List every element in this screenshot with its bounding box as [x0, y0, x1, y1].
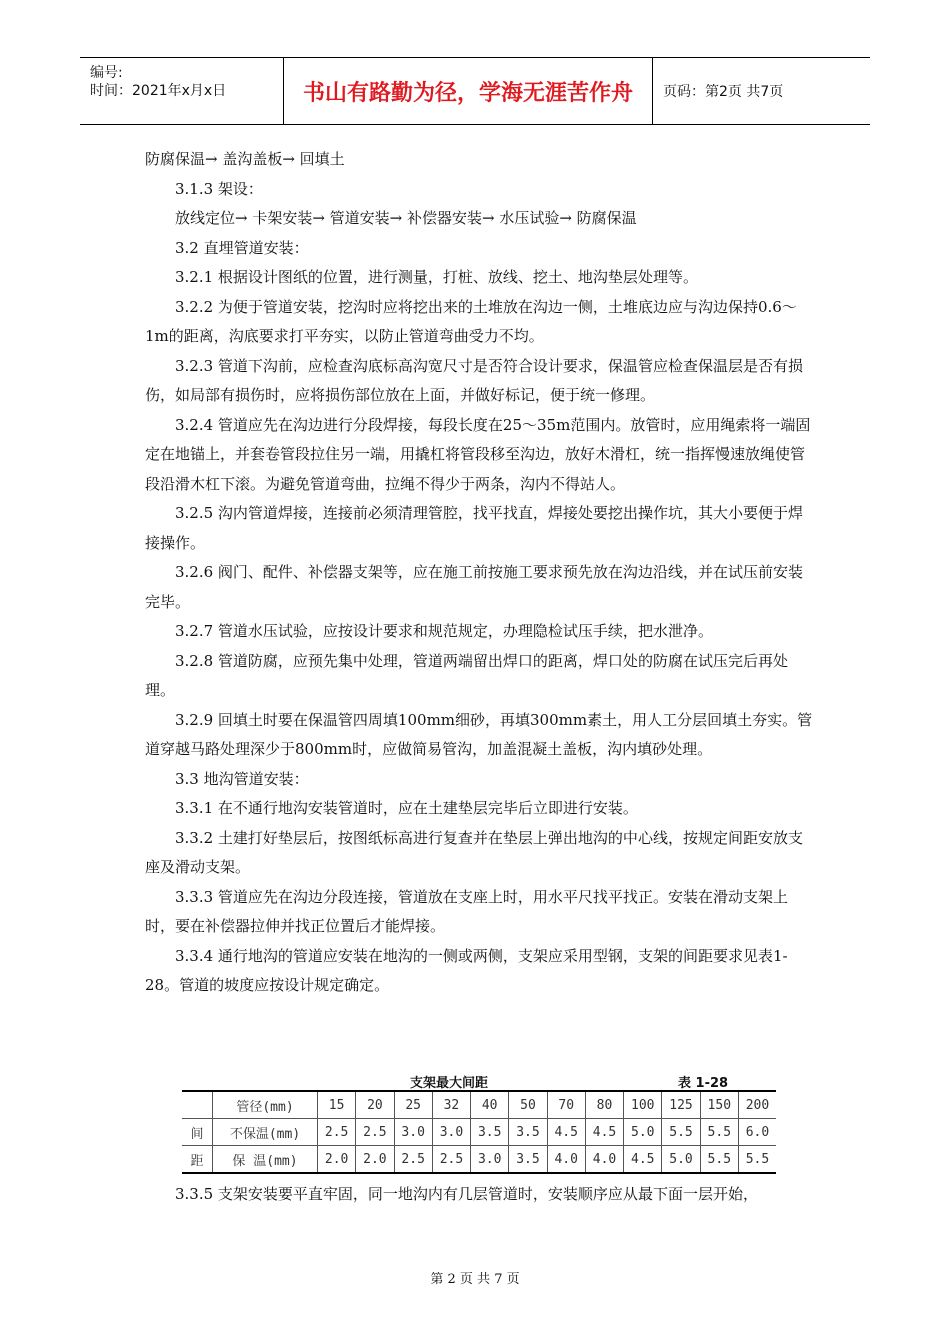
paragraph: 放线定位→ 卡架安装→ 管道安装→ 补偿器安装→ 水压试验→ 防腐保温: [175, 209, 637, 227]
table-header-label: 管径(mm): [213, 1091, 318, 1119]
table-number: 表 1-28: [678, 1076, 729, 1091]
paragraph: 3.2.1 根据设计图纸的位置，进行测量，打桩、放线、挖土、地沟垫层处理等。: [175, 268, 698, 286]
table-corner-cell: [182, 1091, 213, 1119]
table-cell: 5.5: [738, 1146, 776, 1174]
paragraph: 3.2.8 管道防腐，应预先集中处理，管道两端留出焊口的距离，焊口处的防腐在试压完后再处理。: [145, 651, 788, 699]
table-cell: 6.0: [738, 1119, 776, 1146]
table-header-row: [182, 1091, 776, 1119]
paragraph: 3.2 直埋管道安装：: [175, 238, 309, 257]
page-header: [80, 57, 870, 125]
document-body: [145, 145, 815, 1001]
table-header-cell: 15: [318, 1091, 356, 1119]
paragraph: 3.2.3 管道下沟前，应检查沟底标高沟宽尺寸是否符合设计要求，保温管应检查保温层是否有损伤，如局部有损伤时，应将损伤部位放在上面，并做好标记，便于统一修理。: [145, 356, 803, 404]
page-footer: 第 2 页 共 7 页: [430, 1272, 520, 1287]
paragraph: 3.3.5 支架安装要平直牢固，同一地沟内有几层管道时，安装顺序应从最下面一层开始，: [175, 1185, 758, 1203]
table-cell: 4.0: [585, 1146, 623, 1174]
table-row: [182, 1146, 776, 1174]
paragraph-list: [145, 145, 815, 1001]
header-page-number: 页码：第2页 共7页: [663, 84, 784, 100]
paragraph: 3.3.4 通行地沟的管道应安装在地沟的一侧或两侧，支架应采用型钢，支架的间距要求见表1-28。管道的坡度应按设计规定确定。: [145, 946, 788, 994]
table-cell: 4.5: [585, 1119, 623, 1146]
table-header-cell: 25: [394, 1091, 432, 1119]
table-caption: [182, 1070, 776, 1090]
table-cell: 2.5: [394, 1146, 432, 1174]
table-cell: 2.5: [432, 1146, 470, 1174]
table-cell: 3.0: [394, 1119, 432, 1146]
after-table-text: [145, 1180, 815, 1210]
paragraph: 防腐保温→ 盖沟盖板→ 回填土: [145, 150, 345, 168]
document-time-label: 时间：2021年x月x日: [90, 83, 227, 99]
paragraph: 3.3 地沟管道安装：: [175, 769, 309, 788]
support-spacing-table: [175, 1070, 776, 1204]
table-header-cell: 100: [624, 1091, 662, 1119]
table-header-cell: 70: [547, 1091, 585, 1119]
table-cell: 3.0: [471, 1146, 509, 1174]
table-cell: 4.0: [547, 1146, 585, 1174]
document-number-label: 编号:: [90, 65, 123, 81]
table-header-cell: 200: [738, 1091, 776, 1119]
table-header-cell: 50: [509, 1091, 547, 1119]
table-row-label: 保 温(mm): [213, 1146, 318, 1174]
table-header-cell: 125: [662, 1091, 700, 1119]
table-cell: 5.0: [662, 1146, 700, 1174]
table-cell: 3.0: [432, 1119, 470, 1146]
table-side-label: 距: [182, 1146, 213, 1174]
table-cell: 2.5: [318, 1119, 356, 1146]
table-cell: 4.5: [624, 1146, 662, 1174]
paragraph: 3.2.4 管道应先在沟边进行分段焊接，每段长度在25～35m范围内。放管时，应用绳索将一端固定在地锚上，并套卷管段拉住另一端，用撬杠将管段移至沟边，放好木滑杠，统一指挥慢速放绳使管段沿滑木杠下滚。为避免管道弯曲，拉绳不得少于两条，沟内不得站人。: [145, 415, 811, 493]
paragraph: 3.2.9 回填土时要在保温管四周填100mm细砂，再填300mm素土，用人工分层回填土夯实。管道穿越马路处理深少于800mm时，应做简易管沟，加盖混凝土盖板，沟内填砂处理。: [145, 710, 813, 758]
paragraph: 3.2.5 沟内管道焊接，连接前必须清理管腔，找平找直，焊接处要挖出操作坑，其大小要便于焊接操作。: [145, 504, 803, 552]
paragraph: 3.3.3 管道应先在沟边分段连接，管道放在支座上时，用水平尺找平找正。安装在滑动支架上时，要在补偿器拉伸并找正位置后才能焊接。: [145, 887, 788, 935]
paragraph: 3.2.7 管道水压试验，应按设计要求和规范规定，办理隐检试压手续，把水泄净。: [175, 622, 713, 640]
paragraph: 3.3.1 在不通行地沟安装管道时，应在土建垫层完毕后立即进行安装。: [175, 799, 638, 817]
table-header-cell: 150: [700, 1091, 738, 1119]
header-motto: 书山有路勤为径，学海无涯苦作舟: [283, 58, 653, 124]
table-cell: 4.5: [547, 1119, 585, 1146]
table-cell: 3.5: [509, 1119, 547, 1146]
paragraph: 3.2.2 为便于管道安装，挖沟时应将挖出来的土堆放在沟边一侧，土堆底边应与沟边保持0.6～1m的距离，沟底要求打平夯实，以防止管道弯曲受力不均。: [145, 297, 797, 345]
table-cell: 5.0: [624, 1119, 662, 1146]
table-side-label: 间: [182, 1119, 213, 1146]
table-cell: 3.5: [509, 1146, 547, 1174]
data-table: [182, 1090, 776, 1174]
table-header-cell: 80: [585, 1091, 623, 1119]
table-header-cell: 40: [471, 1091, 509, 1119]
table-header-cell: 32: [432, 1091, 470, 1119]
paragraph: 3.1.3 架设：: [175, 179, 263, 198]
table-cell: 2.5: [356, 1119, 394, 1146]
table-cell: 2.0: [318, 1146, 356, 1174]
table-row-label: 不保温(mm): [213, 1119, 318, 1146]
table-cell: 5.5: [700, 1119, 738, 1146]
table-title: 支架最大间距: [410, 1076, 489, 1091]
paragraph: 3.2.6 阀门、配件、补偿器支架等，应在施工前按施工要求预先放在沟边沿线，并在试压前安装完毕。: [145, 563, 803, 611]
table-row: [182, 1119, 776, 1146]
table-cell: 5.5: [700, 1146, 738, 1174]
table-header-cell: 20: [356, 1091, 394, 1119]
table-cell: 2.0: [356, 1146, 394, 1174]
table-cell: 5.5: [662, 1119, 700, 1146]
table-cell: 3.5: [471, 1119, 509, 1146]
header-meta: [80, 58, 283, 124]
paragraph: 3.3.2 土建打好垫层后，按图纸标高进行复查并在垫层上弹出地沟的中心线，按规定间距安放支座及滑动支架。: [145, 828, 803, 876]
